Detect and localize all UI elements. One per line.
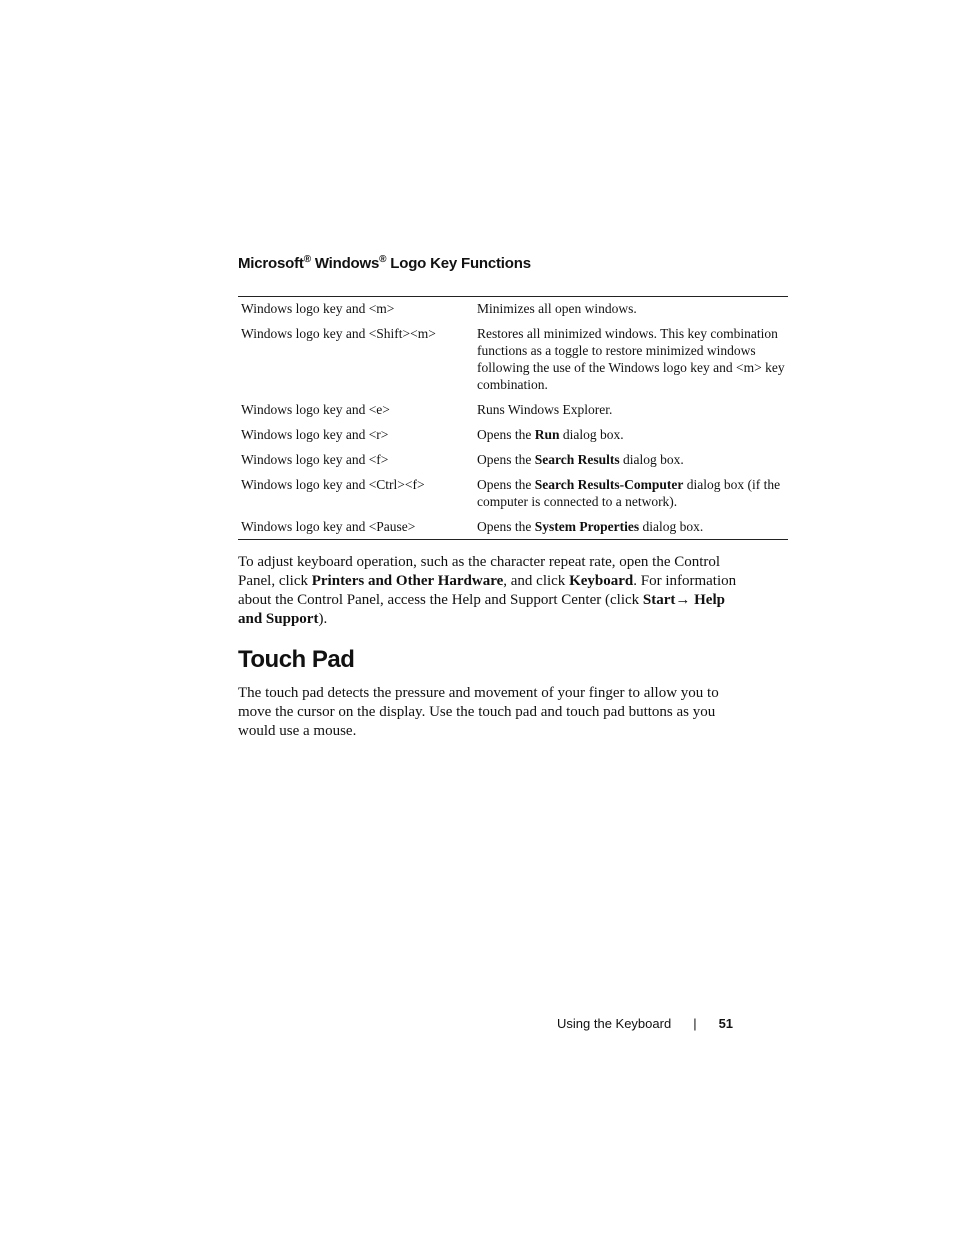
touch-pad-paragraph: The touch pad detects the pressure and movement of your finger to allow you to move the cursor on the display. Use the touch pad and touch pad buttons as you would use a mouse.	[238, 685, 719, 739]
function-text: dialog box (if the computer is connected to a network).	[477, 477, 781, 509]
paragraph-text: . For information about the Control Panel, access the Help and Support Center (click	[238, 573, 737, 608]
logo-key-functions-table	[238, 296, 788, 540]
function-text: dialog box.	[559, 427, 624, 442]
footer-separator: |	[693, 1016, 697, 1031]
key-function	[477, 297, 788, 326]
printers-hardware-label: Printers and Other Hardware	[311, 573, 504, 589]
key-combination: Windows logo key and <Shift><m>	[241, 326, 436, 341]
key-function	[477, 518, 788, 540]
paragraph-text: ).	[318, 611, 328, 627]
start-label: Start	[642, 592, 676, 608]
dialog-name: Search Results-Computer	[534, 477, 684, 492]
function-text: Restores all minimized windows. This key combination functions as a toggle to restore minimized windows following the use of the Windows logo key and <m> key combination.	[477, 326, 785, 392]
dialog-name: Run	[534, 427, 560, 442]
page-number: 51	[718, 1016, 734, 1031]
paragraph-text: To adjust keyboard operation, such as the character repeat rate, open the Control Panel, click	[238, 554, 721, 589]
table-row	[238, 518, 788, 540]
function-text: Opens the	[477, 427, 535, 442]
registered-mark: ®	[303, 254, 311, 265]
key-function	[477, 451, 788, 476]
key-function	[477, 325, 788, 401]
footer-chapter: Using the Keyboard	[557, 1016, 672, 1031]
function-text: Opens the	[477, 519, 535, 534]
arrow-icon: →	[675, 592, 691, 608]
heading-microsoft: Microsoft	[238, 255, 304, 272]
dialog-name: Search Results	[534, 452, 620, 467]
heading-windows: Windows	[310, 255, 380, 272]
key-combination: Windows logo key and <e>	[241, 402, 390, 417]
paragraph-text: , and click	[503, 573, 570, 589]
help-support-label: Help and Support	[238, 592, 725, 627]
table-row	[238, 401, 788, 426]
function-text: Minimizes all open windows.	[477, 301, 637, 316]
key-combination: Windows logo key and <m>	[241, 301, 395, 316]
keyboard-label: Keyboard	[569, 573, 634, 589]
section-heading	[238, 255, 531, 272]
function-text: dialog box.	[639, 519, 704, 534]
table-row	[238, 325, 788, 401]
registered-mark: ®	[379, 254, 387, 265]
function-text: dialog box.	[619, 452, 684, 467]
table-row	[238, 451, 788, 476]
key-function	[477, 476, 788, 518]
key-combination: Windows logo key and <r>	[241, 427, 389, 442]
function-text: Opens the	[477, 452, 535, 467]
function-text: Opens the	[477, 477, 535, 492]
dialog-name: System Properties	[534, 519, 640, 534]
function-text: Runs Windows Explorer.	[477, 402, 613, 417]
table-row	[238, 297, 788, 326]
table-row	[238, 476, 788, 518]
keyboard-settings-paragraph	[238, 553, 748, 629]
key-combination: Windows logo key and <Pause>	[241, 519, 416, 534]
key-combination: Windows logo key and <f>	[241, 452, 389, 467]
key-function	[477, 426, 788, 451]
page-footer	[557, 1016, 733, 1031]
heading-logo-key-functions: Logo Key Functions	[386, 255, 531, 272]
table-body	[238, 297, 788, 540]
touch-pad-title: Touch Pad	[238, 646, 355, 673]
table-row	[238, 426, 788, 451]
key-function	[477, 401, 788, 426]
key-combination: Windows logo key and <Ctrl><f>	[241, 477, 425, 492]
